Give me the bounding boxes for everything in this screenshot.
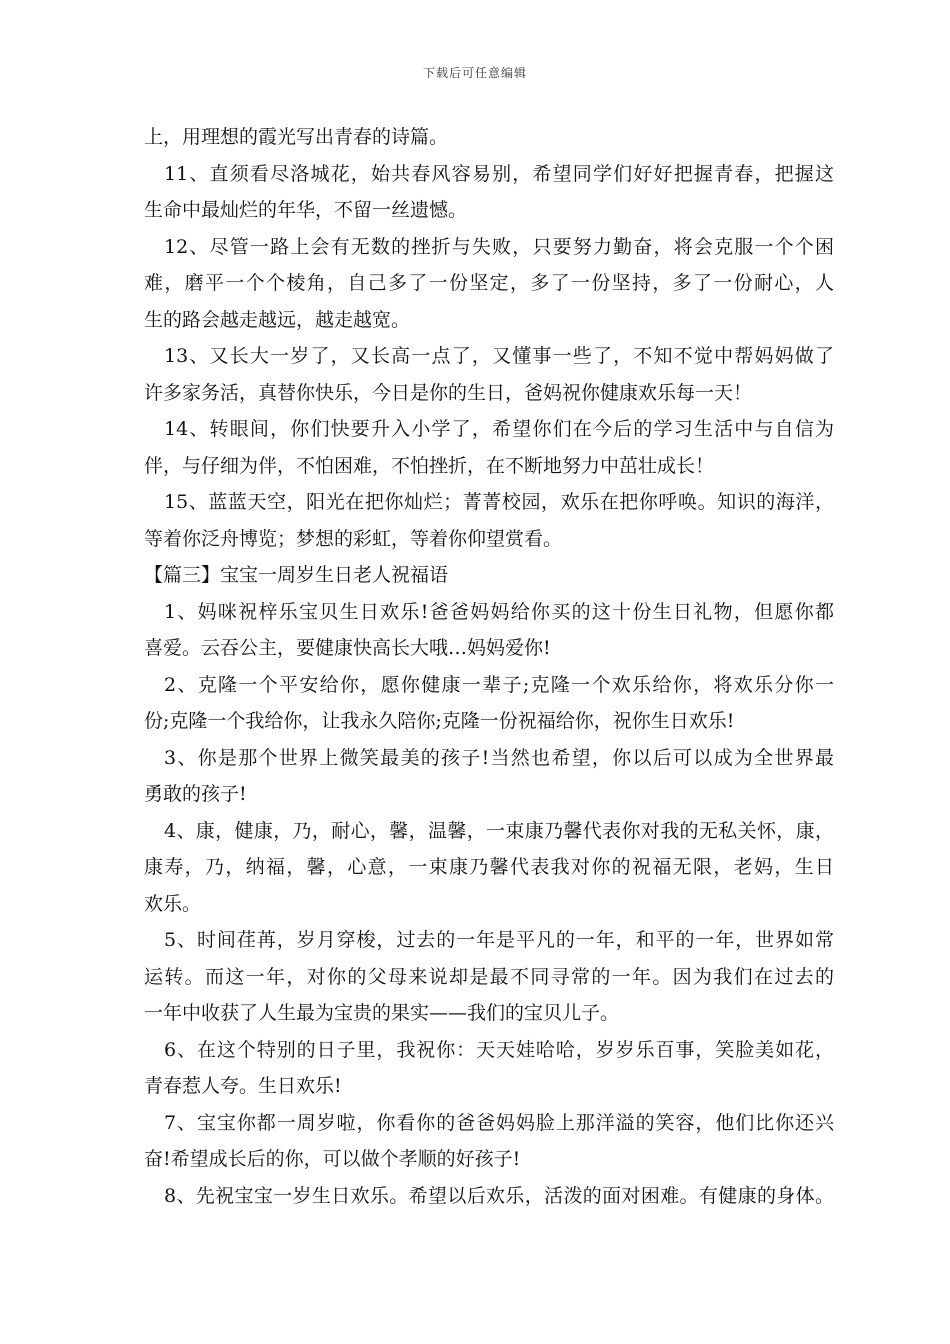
text-line: 6、在这个特别的日子里，我祝你：天天娃哈哈，岁岁乐百事，笑脸美如花，: [164, 1038, 834, 1061]
text-line: 喜爱。云吞公主，要健康快高长大哦…妈妈爱你!: [144, 637, 551, 659]
text-line: 14、转眼间，你们快要升入小学了，希望你们在今后的学习生活中与自信为: [164, 418, 834, 440]
text-line: 一年中收获了人生最为宝贵的果实——我们的宝贝儿子。: [144, 1002, 620, 1024]
text-line: 7、宝宝你都一周岁啦，你看你的爸爸妈妈脸上那洋溢的笑容，他们比你还兴: [164, 1111, 834, 1134]
text-line: 勇敢的孩子!: [144, 783, 247, 805]
text-line: 2、克隆一个平安给你，愿你健康一辈子;克隆一个欢乐给你，将欢乐分你一: [164, 673, 834, 696]
text-line: 伴，与仔细为伴，不怕困难，不怕挫折，在不断地努力中茁壮成长！: [144, 454, 715, 477]
text-line: 奋!希望成长后的你，可以做个孝顺的好孩子!: [144, 1148, 521, 1170]
text-line: 5、时间荏苒，岁月穿梭，过去的一年是平凡的一年，和平的一年，世界如常: [164, 929, 834, 951]
page-header: 下载后可任意编辑: [422, 66, 527, 80]
text-line: 15、蓝蓝天空，阳光在把你灿烂；菁菁校园，欢乐在把你呼唤。知识的海洋，: [164, 491, 834, 513]
text-line: 【篇三】宝宝一周岁生日老人祝福语: [144, 564, 449, 586]
text-line: 康寿，乃，纳福，馨，心意，一束康乃馨代表我对你的祝福无限，老妈，生日: [144, 856, 834, 878]
text-line: 份;克隆一个我给你，让我永久陪你;克隆一份祝福给你，祝你生日欢乐!: [144, 710, 735, 732]
text-line: 等着你泛舟博览；梦想的彩虹，等着你仰望赏看。: [144, 527, 563, 550]
text-line: 青春惹人夸。生日欢乐!: [144, 1075, 342, 1097]
text-line: 许多家务活，真替你快乐，今日是你的生日，爸妈祝你健康欢乐每一天！: [144, 381, 753, 404]
text-line: 上，用理想的霞光写出青春的诗篇。: [144, 126, 449, 148]
text-line: 4、康，健康，乃，耐心，馨，温馨，一束康乃馨代表你对我的无私关怀，康，: [164, 819, 834, 842]
text-line: 13、又长大一岁了，又长高一点了，又懂事一些了，不知不觉中帮妈妈做了: [164, 345, 834, 367]
document-body: [144, 119, 834, 1214]
text-line: 3、你是那个世界上微笑最美的孩子!当然也希望，你以后可以成为全世界最: [164, 746, 834, 769]
text-line: 欢乐。: [144, 892, 202, 915]
text-line: 运转。而这一年，对你的父母来说却是最不同寻常的一年。因为我们在过去的: [144, 965, 834, 988]
text-line: 8、先祝宝宝一岁生日欢乐。希望以后欢乐，活泼的面对困难。有健康的身体。: [164, 1184, 834, 1207]
text-line: 1、妈咪祝梓乐宝贝生日欢乐!爸爸妈妈给你买的这十份生日礼物，但愿你都: [164, 600, 834, 623]
text-line: 12、尽管一路上会有无数的挫折与失败，只要努力勤奋，将会克服一个个困: [164, 235, 834, 258]
text-line: 生命中最灿烂的年华，不留一丝遗憾。: [144, 199, 468, 221]
text-line: 难，磨平一个个棱角，自己多了一份坚定，多了一份坚持，多了一份耐心，人: [144, 272, 834, 294]
text-line: 生的路会越走越远，越走越宽。: [144, 308, 411, 331]
text-line: 11、直须看尽洛城花，始共春风容易别，希望同学们好好把握青春，把握这: [164, 162, 834, 185]
